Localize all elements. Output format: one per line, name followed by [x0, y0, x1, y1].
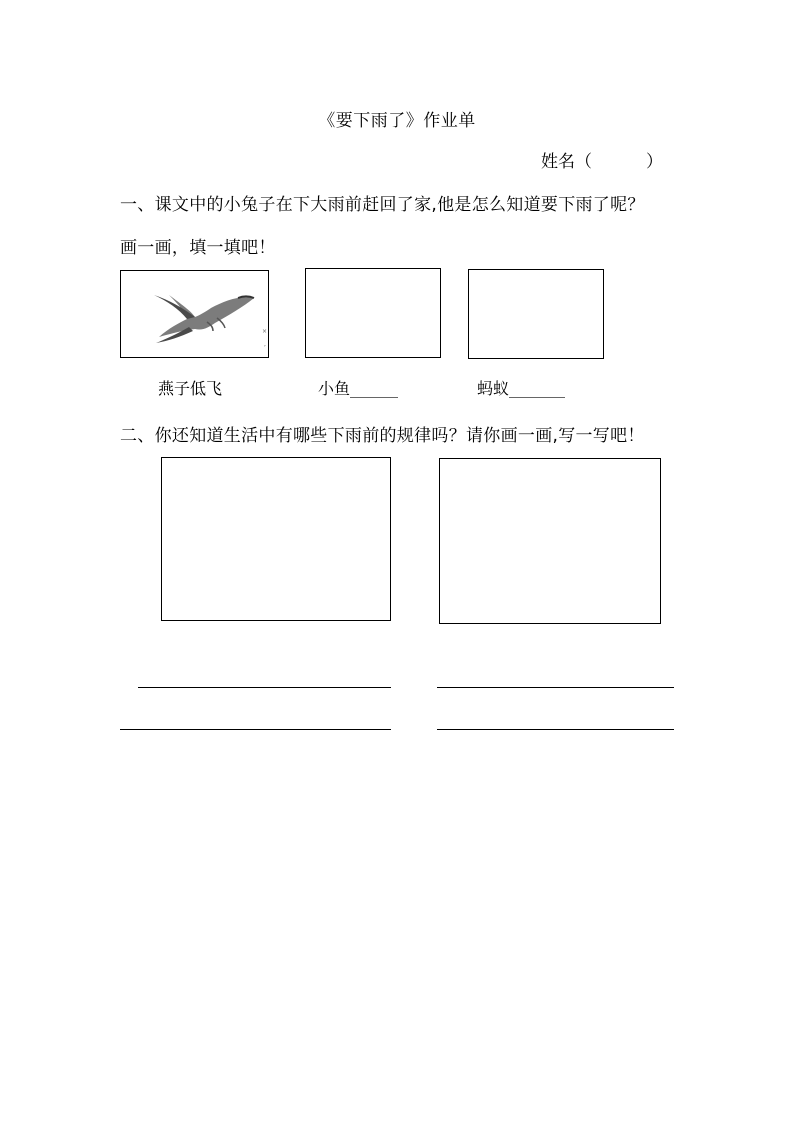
swallow-picture-box [120, 270, 269, 358]
drawing-box-right[interactable] [439, 458, 661, 624]
writing-line-right-1[interactable] [437, 687, 674, 688]
svg-text:,: , [264, 341, 266, 348]
swallow-illustration [121, 271, 268, 357]
svg-text:×: × [262, 328, 268, 335]
writing-line-left-2[interactable] [120, 729, 391, 730]
caption-swallow: 燕子低飞 [158, 379, 223, 398]
question-2-text: 二、你还知道生活中有哪些下雨前的规律吗？请你画一画,写一写吧！ [120, 426, 645, 446]
question-1-instruction: 画一画，填一填吧！ [120, 238, 276, 258]
question-1-text: 一、课文中的小兔子在下大雨前赶回了家,他是怎么知道要下雨了呢？ [120, 195, 645, 215]
drawing-box-left[interactable] [161, 457, 391, 621]
writing-line-left-1[interactable] [138, 687, 391, 688]
caption-ant-blank[interactable]: 蚂蚁_______ [477, 379, 566, 398]
name-field-label: 姓名（ ） [541, 152, 664, 172]
writing-line-right-2[interactable] [437, 729, 674, 730]
ant-drawing-box[interactable] [468, 269, 604, 359]
fish-drawing-box[interactable] [305, 268, 441, 358]
caption-fish-blank[interactable]: 小鱼______ [318, 379, 399, 398]
page-title: 《要下雨了》作业单 [318, 111, 476, 131]
